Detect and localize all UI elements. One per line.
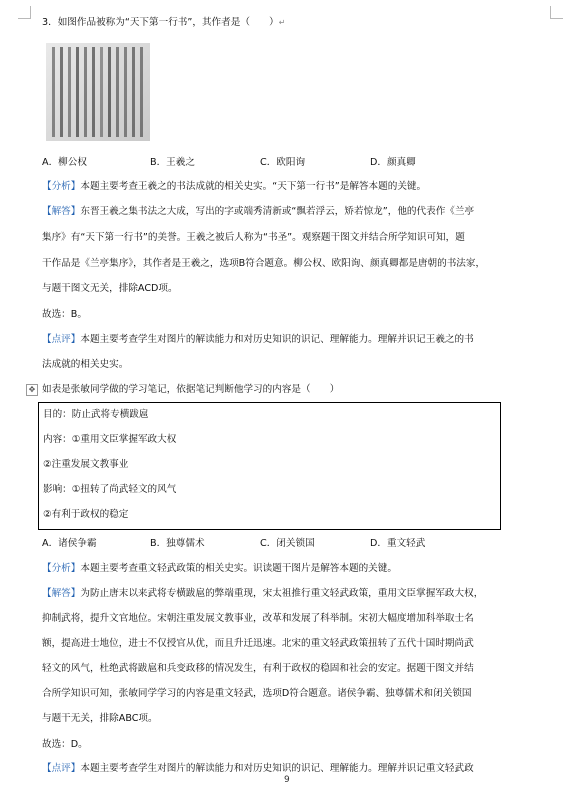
q4-analysis-text: 本题主要考查重文轻武政策的相关史实。识读题干图片是解答本题的关键。 [80, 563, 397, 574]
q4-answer-text-1: 为防止唐末以来武将专横跋扈的弊端重现，宋太祖推行重文轻武政策，重用文臣掌握军政大权， [80, 588, 484, 599]
q4-options [42, 537, 462, 551]
q3-stem-text: 3．如图作品被称为“天下第一行书”，其作者是（ ） [42, 17, 279, 28]
table-row: ②注重发展文教事业 [43, 459, 129, 470]
page-number: 9 [284, 775, 290, 785]
q3-analysis [42, 180, 426, 194]
q3-option-b: B．王羲之 [150, 157, 195, 168]
q3-answer-line-4: 与题干图文无关，排除ACD项。 [42, 283, 178, 294]
q3-comment-line-1 [42, 333, 474, 347]
table-row: 目的：防止武将专横跋扈 [43, 409, 149, 420]
answer-tag: 【解答】 [42, 206, 81, 217]
table-row: 内容：①重用文臣掌握军政大权 [43, 434, 177, 445]
q4-stem: 如表是张敏同学做的学习笔记，依据笔记判断他学习的内容是（ ） [42, 384, 340, 395]
analysis-tag: 【分析】 [42, 181, 81, 192]
q3-comment-text-1: 本题主要考查学生对图片的解读能力和对历史知识的识记、理解能力。理解并识记王羲之的书 [80, 334, 474, 345]
table-move-icon[interactable]: ✥ [26, 384, 38, 396]
paragraph-mark-icon: ↵ [278, 18, 286, 27]
comment-tag: 【点评】 [42, 763, 81, 774]
q3-answer-line-3: 干作品是《兰亭集序》，其作者是王羲之，选项B符合题意。柳公权、欧阳询、颜真卿都是唐朝的书法家， [42, 258, 486, 269]
q4-answer-line-4: 轻文的风气，杜绝武将跋扈和兵变政移的情况发生，有利于政权的稳固和社会的安定。据题干图文并结 [42, 663, 474, 674]
q3-comment-line-2: 法成就的相关史实。 [42, 359, 129, 370]
q3-option-c: C．欧阳询 [260, 157, 306, 168]
q3-analysis-text: 本题主要考查王羲之的书法成就的相关史实。“天下第一行书”是解答本题的关键。 [80, 181, 427, 192]
page-corner-mark-right [550, 6, 563, 19]
q4-option-d: D．重文轻武 [370, 538, 426, 549]
q3-stem [42, 16, 285, 30]
q4-option-a: A．诸侯争霸 [42, 538, 97, 549]
q3-option-a: A．柳公权 [42, 157, 87, 168]
analysis-tag: 【分析】 [42, 563, 81, 574]
q3-option-d: D．颜真卿 [370, 157, 416, 168]
answer-tag: 【解答】 [42, 588, 81, 599]
q4-comment [42, 762, 474, 776]
q4-answer-line-1 [42, 587, 483, 601]
notes-table [38, 402, 501, 530]
page-corner-mark-left [18, 6, 31, 19]
q4-choice: 故选：D。 [42, 739, 88, 750]
q3-answer-line-2: 集序》有“天下第一行书”的美誉。王羲之被后人称为“书圣”。观察题干图文并结合所学知识可知，题 [42, 232, 465, 243]
q4-answer-line-6: 与题干无关，排除ABC项。 [42, 713, 158, 724]
q3-answer-line-1 [42, 205, 474, 219]
q4-option-c: C．闭关锁国 [260, 538, 315, 549]
q4-analysis [42, 562, 397, 576]
q4-answer-line-3: 额，提高进士地位，进士不仅授官从优，而且升迁迅速。北宋的重文轻武政策扭转了五代十国时期尚武 [42, 638, 474, 649]
table-row: 影响：①扭转了尚武轻文的风气 [43, 484, 177, 495]
q4-option-b: B．独尊儒术 [150, 538, 205, 549]
q4-answer-line-5: 合所学知识可知，张敏同学学习的内容是重文轻武，选项D符合题意。诸侯争霸、独尊儒术和闭关锁国 [42, 688, 472, 699]
q4-answer-line-2: 抑制武将，提升文官地位。宋朝注重发展文教事业，改革和发展了科举制。宋初大幅度增加科举取士名 [42, 613, 474, 624]
comment-tag: 【点评】 [42, 334, 81, 345]
q3-answer-text-1: 东晋王羲之集书法之大成，写出的字或端秀清新或“飘若浮云，矫若惊龙”，他的代表作《兰亭 [80, 206, 475, 217]
table-row: ②有利于政权的稳定 [43, 509, 129, 520]
q3-options [42, 156, 462, 170]
q4-comment-text: 本题主要考查学生对图片的解读能力和对历史知识的识记、理解能力。理解并识记重文轻武政 [80, 763, 474, 774]
calligraphy-image [46, 43, 150, 141]
q3-choice: 故选：B。 [42, 309, 87, 320]
